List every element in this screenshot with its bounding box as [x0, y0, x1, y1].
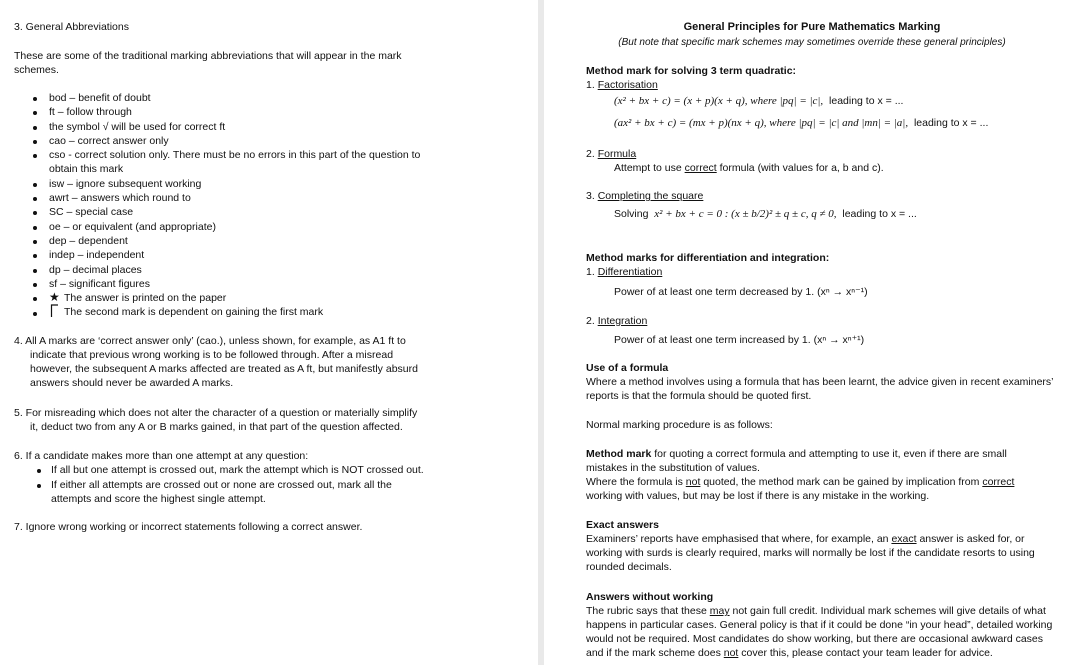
bullet [33, 312, 37, 316]
list-item: awrt – answers which round to [49, 192, 191, 204]
page-title: General Principles for Pure Mathematics Marking [683, 21, 941, 33]
equation: Solving x² + bx + c = 0 : (x ± b/2)² ± q ± c, q ≠ 0, leading to x = ... [614, 208, 917, 220]
section-heading: Method marks for differentiation and integration: [586, 252, 830, 264]
paragraph: would not be required. Most candidates do show working, but there are occasional awkward cases [586, 633, 1044, 645]
paragraph: Attempt to use correct formula (with values for a, b and c). [614, 162, 884, 174]
bullet [33, 254, 37, 258]
bullet [33, 226, 37, 230]
paragraph: Where the formula is not quoted, the method mark can be gained by implication from correct [586, 476, 1015, 488]
list-item: cso - correct solution only. There must be no errors in this part of the question to [49, 149, 421, 161]
section-heading: Answers without working [586, 591, 714, 603]
section-heading: Use of a formula [586, 362, 669, 374]
page-subtitle: (But note that specific mark schemes may sometimes override these general principles) [618, 37, 1006, 48]
section-heading: Method mark for solving 3 term quadratic: [586, 65, 797, 77]
paragraph: 5. For misreading which does not alter the character of a question or materially simplify [14, 407, 418, 419]
intro-text: schemes. [14, 64, 59, 76]
list-item: bod – benefit of doubt [49, 92, 151, 104]
paragraph: and if the mark scheme does not cover this, please contact your team leader for advice. [586, 647, 993, 659]
paragraph: Power of at least one term increased by 1. (xⁿ → xⁿ⁺¹) [614, 334, 865, 346]
subheading: 2. Integration [586, 315, 648, 327]
list-item: If all but one attempt is crossed out, mark the attempt which is NOT crossed out. [51, 464, 424, 476]
paragraph: Normal marking procedure is as follows: [586, 419, 773, 431]
subheading: 1. Factorisation [586, 79, 658, 91]
paragraph: Examiners’ reports have emphasised that where, for example, an exact answer is asked for, or [586, 533, 1025, 545]
section-heading: 3. General Abbreviations [14, 21, 129, 33]
bullet [33, 97, 37, 101]
equation: (x² + bx + c) = (x + p)(x + q), where |pq| = |c|, leading to x = ... [614, 95, 904, 107]
paragraph: indicate that previous wrong working is to be followed through. After a misread [30, 349, 394, 361]
list-item: obtain this mark [49, 163, 124, 175]
list-item: indep – independent [49, 249, 145, 261]
paragraph: rounded decimals. [586, 561, 672, 573]
paragraph: The rubric says that these may not gain full credit. Individual mark schemes will give details of what [586, 605, 1046, 617]
paragraph: 7. Ignore wrong working or incorrect statements following a correct answer. [14, 521, 363, 533]
list-item: ft – follow through [49, 106, 132, 118]
paragraph: reports is that the formula should be quoted first. [586, 390, 812, 402]
paragraph: happens in particular cases. General policy is that if it could be done “in your head”, detailed working [586, 619, 1053, 631]
paragraph: Power of at least one term decreased by 1. (xⁿ → xⁿ⁻¹) [614, 286, 868, 298]
paragraph: 4. All A marks are ‘correct answer only’ (cao.), unless shown, for example, as A1 ft to [14, 335, 406, 347]
bullet [33, 126, 37, 130]
bullet [33, 111, 37, 115]
list-item: The second mark is dependent on gaining the first mark [64, 306, 324, 318]
bullet [37, 469, 41, 473]
paragraph: Where a method involves using a formula that has been learnt, the advice given in recent examiners’ [586, 376, 1054, 388]
list-item: dep – dependent [49, 235, 128, 247]
right-page [544, 0, 1080, 665]
paragraph: 6. If a candidate makes more than one attempt at any question: [14, 450, 309, 462]
star-icon: ★ [49, 290, 60, 304]
paragraph: it, deduct two from any A or B marks gained, in that part of the question affected. [30, 421, 403, 433]
bracket-icon [50, 304, 60, 318]
paragraph: however, the subsequent A marks affected are treated as A ft, but manifestly absurd [30, 363, 418, 375]
equation: (ax² + bx + c) = (mx + p)(nx + q), where |pq| = |c| and |mn| = |a|, leading to x = ... [614, 117, 989, 129]
list-item: cao – correct answer only [49, 135, 169, 147]
list-item: If either all attempts are crossed out or none are crossed out, mark all the [51, 479, 392, 491]
left-page [0, 0, 538, 665]
bullet [33, 183, 37, 187]
bullet [33, 211, 37, 215]
list-item: attempts and score the highest single attempt. [51, 493, 266, 505]
paragraph: mistakes in the substitution of values. [586, 462, 760, 474]
list-item: oe – or equivalent (and appropriate) [49, 221, 216, 233]
paragraph: Method mark for quoting a correct formula and attempting to use it, even if there are small [586, 448, 1007, 460]
bullet [33, 283, 37, 287]
list-item: SC – special case [49, 206, 134, 218]
list-item: isw – ignore subsequent working [49, 178, 202, 190]
list-item: sf – significant figures [49, 278, 150, 290]
bullet [37, 484, 41, 488]
bullet [33, 197, 37, 201]
list-item: The answer is printed on the paper [64, 292, 227, 304]
list-item: the symbol √ will be used for correct ft [49, 121, 226, 133]
bullet [33, 297, 37, 301]
section-heading: Exact answers [586, 519, 659, 531]
bullet [33, 154, 37, 158]
list-item: dp – decimal places [49, 264, 142, 276]
paragraph: working with surds is clearly required, marks will normally be lost if the candidate resorts to using [586, 547, 1035, 559]
subheading: 1. Differentiation [586, 266, 663, 278]
paragraph: answers should never be awarded A marks. [30, 377, 234, 389]
bullet [33, 140, 37, 144]
subheading: 2. Formula [586, 148, 637, 160]
bullet [33, 269, 37, 273]
subheading: 3. Completing the square [586, 190, 704, 202]
bullet [33, 240, 37, 244]
intro-text: These are some of the traditional marking abbreviations that will appear in the mark [14, 50, 402, 62]
paragraph: working with values, but may be lost if there is any mistake in the working. [586, 490, 930, 502]
